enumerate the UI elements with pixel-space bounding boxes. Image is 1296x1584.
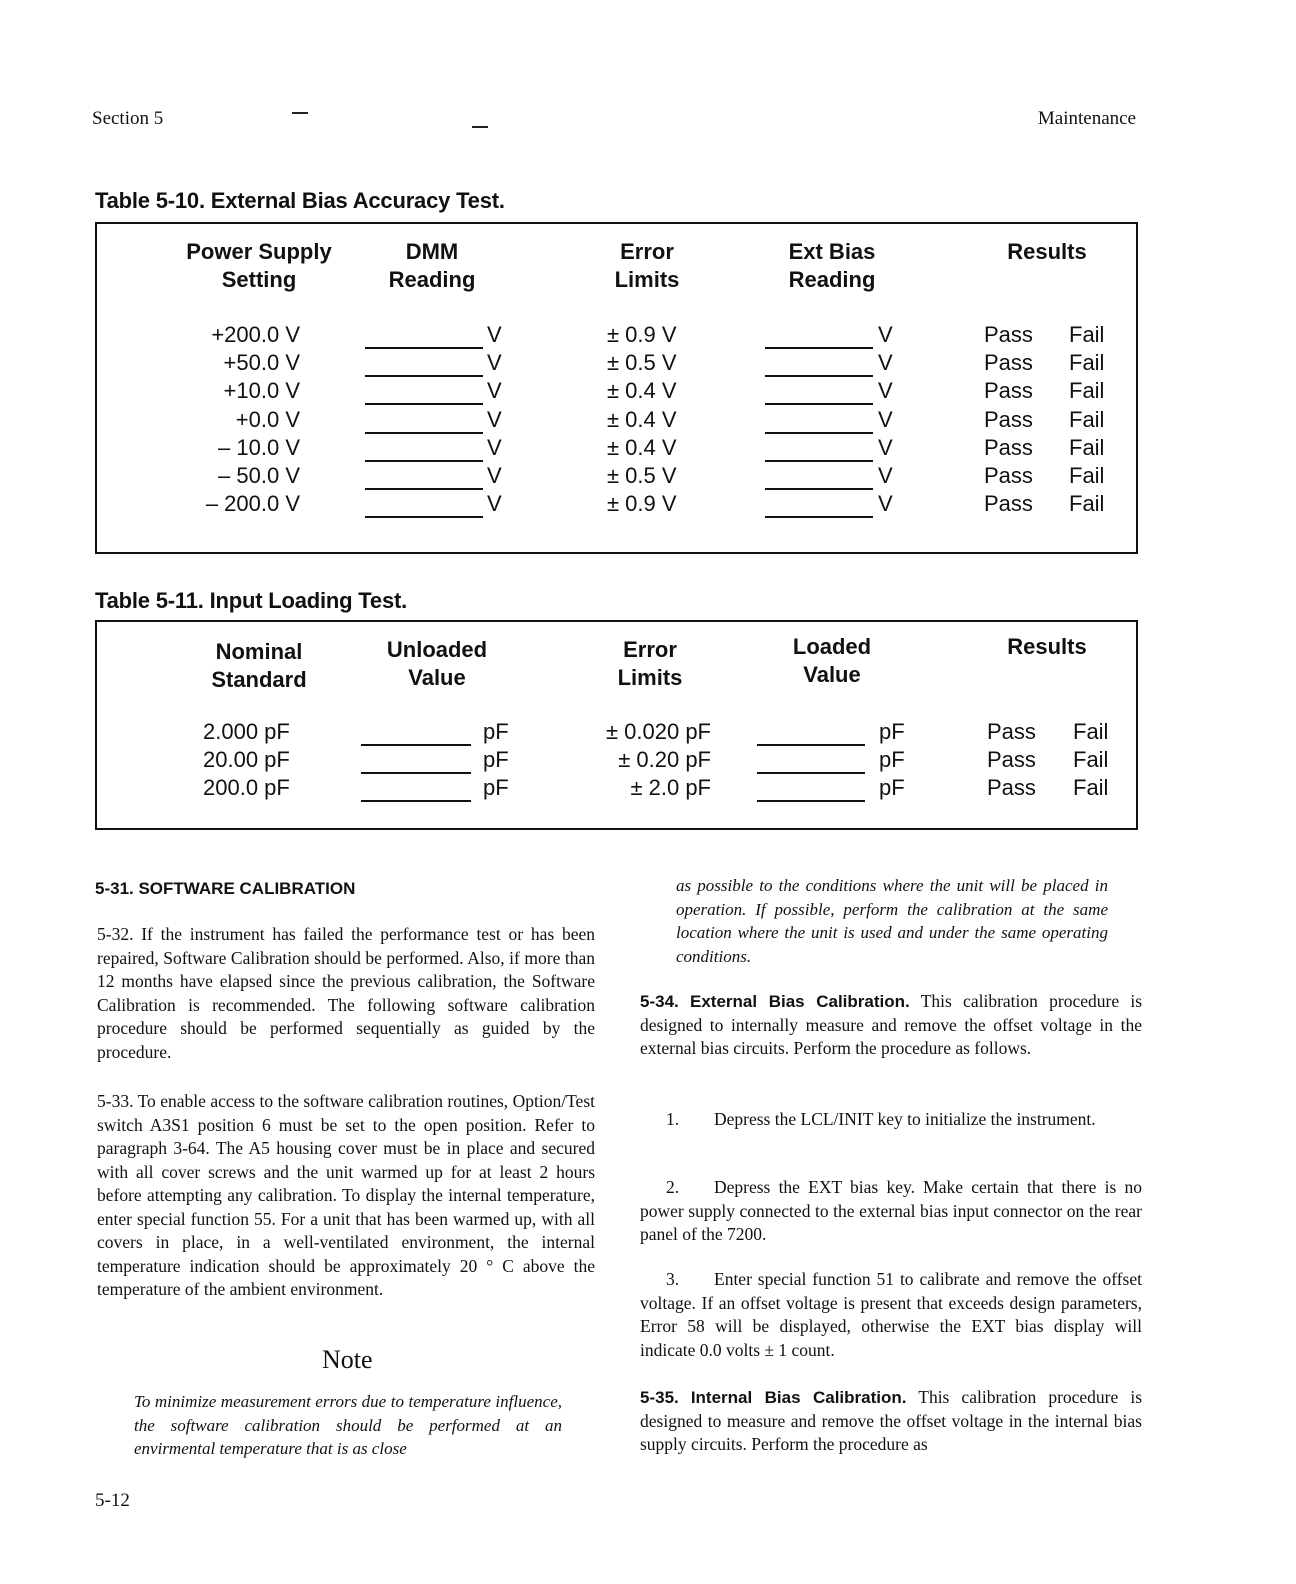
error-limit: ± 0.4 V	[607, 378, 677, 404]
unloaded-value-field[interactable]	[361, 744, 471, 746]
nominal-standard: 200.0 pF	[203, 775, 290, 800]
unit-label: V	[878, 322, 893, 347]
note-body-part1: To minimize measurement errors due to temperature influence, the software calibration should be performed at an envirmental temperature that is as close	[134, 1392, 562, 1458]
running-header-section: Section 5	[92, 108, 164, 129]
dmm-reading-field[interactable]	[365, 488, 483, 490]
dmm-reading-field[interactable]	[365, 432, 483, 434]
power-supply-setting: +10.0 V	[223, 378, 300, 404]
error-limit: ± 0.9 V	[607, 322, 677, 347]
error-limit: ± 0.4 V	[607, 406, 677, 432]
paragraph-5-33: 5-33. To enable access to the software calibration routines, Option/Test switch A3S1 position 6 must be set to the open position. Refer to paragraph 3-64. The A5 housing cover must be in place and secured with all cover screws and the unit warmed up for at least 2 hours before attempting any calibration. To display the internal temperature, enter special function 55. For a unit that has been warmed up, with all covers in place, in a well-ventilated environment, the internal temperature indication should be approximately 20 ° C above the temperature of the ambient environment.	[97, 1091, 595, 1299]
fail-option[interactable]: Fail	[1073, 747, 1109, 772]
fail-option[interactable]: Fail	[1069, 491, 1105, 517]
error-limit: ± 0.5 V	[607, 463, 677, 488]
pass-option[interactable]: Pass	[984, 406, 1033, 432]
column-header-loaded-value: Loaded Value	[792, 634, 872, 687]
power-supply-setting: +200.0 V	[211, 322, 300, 347]
fail-option[interactable]: Fail	[1073, 719, 1109, 744]
pass-option[interactable]: Pass	[987, 775, 1036, 800]
unloaded-value-field[interactable]	[361, 772, 471, 774]
nominal-standard: 2.000 pF	[203, 719, 290, 744]
power-supply-setting: – 200.0 V	[205, 491, 300, 517]
ext-bias-reading-field[interactable]	[765, 460, 873, 462]
unit-label: V	[878, 434, 893, 460]
table-5-11	[95, 620, 1138, 830]
note-body-part2: as possible to the conditions where the unit will be placed in operation. If possible, perform the calibration at the same location where the unit is used and under the same operating conditions.	[676, 876, 1108, 966]
pass-option[interactable]: Pass	[984, 491, 1033, 517]
unit-label: V	[487, 350, 502, 376]
fail-option[interactable]: Fail	[1069, 463, 1105, 488]
unloaded-value-field[interactable]	[361, 800, 471, 802]
table-5-10-title: Table 5-10. External Bias Accuracy Test.	[95, 188, 505, 213]
unit-label: V	[878, 350, 893, 376]
nominal-standard: 20.00 pF	[203, 747, 290, 772]
error-limit: ± 0.9 V	[607, 491, 677, 517]
unit-label: V	[878, 378, 893, 404]
running-header-chapter: Maintenance	[1037, 108, 1136, 129]
unit-label: V	[487, 406, 502, 432]
section-heading-5-31: 5-31. SOFTWARE CALIBRATION	[95, 879, 356, 898]
fail-option[interactable]: Fail	[1069, 434, 1105, 460]
unit-label: V	[487, 378, 502, 404]
unit-label: V	[487, 434, 502, 460]
power-supply-setting: +0.0 V	[235, 406, 300, 432]
dmm-reading-field[interactable]	[365, 403, 483, 405]
scan-mark	[472, 126, 488, 128]
table-5-10	[95, 222, 1138, 554]
table-5-11-title: Table 5-11. Input Loading Test.	[95, 588, 408, 613]
unit-label: V	[487, 463, 502, 488]
fail-option[interactable]: Fail	[1069, 406, 1105, 432]
unit-label: pF	[879, 719, 905, 744]
error-limit: ± 0.4 V	[607, 434, 677, 460]
ext-bias-reading-field[interactable]	[765, 432, 873, 434]
ext-bias-reading-field[interactable]	[765, 347, 873, 349]
column-header-dmm-reading: DMM Reading	[388, 239, 476, 292]
fail-option[interactable]: Fail	[1069, 378, 1105, 404]
pass-option[interactable]: Pass	[984, 350, 1033, 376]
paragraph-5-34-heading: External Bias Calibration.	[690, 992, 910, 1011]
pass-option[interactable]: Pass	[984, 463, 1033, 488]
page-number: 5-12	[95, 1490, 130, 1511]
unit-label: V	[487, 322, 502, 347]
ext-bias-reading-field[interactable]	[765, 403, 873, 405]
column-header-unloaded-value: Unloaded Value	[386, 637, 488, 690]
pass-option[interactable]: Pass	[987, 719, 1036, 744]
paragraph-5-35-heading: Internal Bias Calibration.	[690, 1388, 907, 1407]
dmm-reading-field[interactable]	[365, 347, 483, 349]
unit-label: pF	[483, 775, 509, 800]
column-header-error-limits: Error Limits	[614, 239, 680, 292]
unit-label: pF	[879, 775, 905, 800]
step-1: 1. Depress the LCL/INIT key to initialize the instrument.	[666, 1109, 1096, 1129]
pass-option[interactable]: Pass	[987, 747, 1036, 772]
ext-bias-reading-field[interactable]	[765, 516, 873, 518]
fail-option[interactable]: Fail	[1069, 350, 1105, 376]
fail-option[interactable]: Fail	[1073, 775, 1109, 800]
ext-bias-reading-field[interactable]	[765, 375, 873, 377]
loaded-value-field[interactable]	[757, 772, 865, 774]
column-header-ext-bias-reading: Ext Bias Reading	[788, 239, 876, 292]
dmm-reading-field[interactable]	[365, 375, 483, 377]
loaded-value-field[interactable]	[757, 744, 865, 746]
paragraph-5-34: 5-34. External Bias Calibration. This calibration procedure is designed to internally measure and remove the offset voltage in the external bias circuits. Perform the procedure as follows.	[640, 991, 1143, 1058]
step-3: 3. Enter special function 51 to calibrate and remove the offset voltage. If an offset voltage is present that exceeds design parameters, Error 58 will be displayed, otherwise the EXT bias display will indicate 0.0 volts ± 1 count.	[640, 1269, 1142, 1360]
pass-option[interactable]: Pass	[984, 378, 1033, 404]
dmm-reading-field[interactable]	[365, 460, 483, 462]
dmm-reading-field[interactable]	[365, 516, 483, 518]
loaded-value-field[interactable]	[757, 800, 865, 802]
unit-label: V	[878, 406, 893, 432]
step-2: 2. Depress the EXT bias key. Make certain that there is no power supply connected to the external bias input connector on the rear panel of the 7200.	[640, 1177, 1142, 1244]
pass-option[interactable]: Pass	[984, 434, 1033, 460]
unit-label: pF	[483, 719, 509, 744]
paragraph-5-35: 5-35. Internal Bias Calibration. This calibration procedure is designed to measure and remove the offset voltage in the internal bias supply circuits. Perform the procedure as	[640, 1387, 1143, 1454]
column-header-results: Results	[1007, 239, 1087, 264]
column-header-nominal-standard: Nominal Standard	[211, 639, 307, 692]
power-supply-setting: +50.0 V	[223, 350, 300, 376]
ext-bias-reading-field[interactable]	[765, 488, 873, 490]
column-header-power-supply: Power Supply Setting	[186, 239, 332, 292]
pass-option[interactable]: Pass	[984, 322, 1033, 347]
note-title: Note	[322, 1345, 373, 1374]
unit-label: V	[487, 491, 502, 517]
unit-label: pF	[483, 747, 509, 772]
error-limit: ± 0.020 pF	[605, 719, 711, 744]
fail-option[interactable]: Fail	[1069, 322, 1105, 347]
column-header-error-limits: Error Limits	[617, 637, 683, 690]
unit-label: V	[878, 463, 893, 488]
unit-label: pF	[879, 747, 905, 772]
column-header-results: Results	[1007, 634, 1087, 659]
scan-mark	[292, 112, 308, 114]
error-limit: ± 0.5 V	[607, 350, 677, 376]
power-supply-setting: – 50.0 V	[218, 463, 300, 488]
unit-label: V	[878, 491, 893, 517]
error-limit: ± 2.0 pF	[630, 775, 711, 800]
error-limit: ± 0.20 pF	[618, 747, 711, 772]
paragraph-5-32: 5-32. If the instrument has failed the performance test or has been repaired, Software Calibration should be performed. Also, if more than 12 months have elapsed since the previous calibration, the Software Calibration is recommended. The following software calibration procedure should be performed sequentially as guided by the procedure.	[97, 924, 595, 1062]
power-supply-setting: – 10.0 V	[218, 434, 300, 460]
